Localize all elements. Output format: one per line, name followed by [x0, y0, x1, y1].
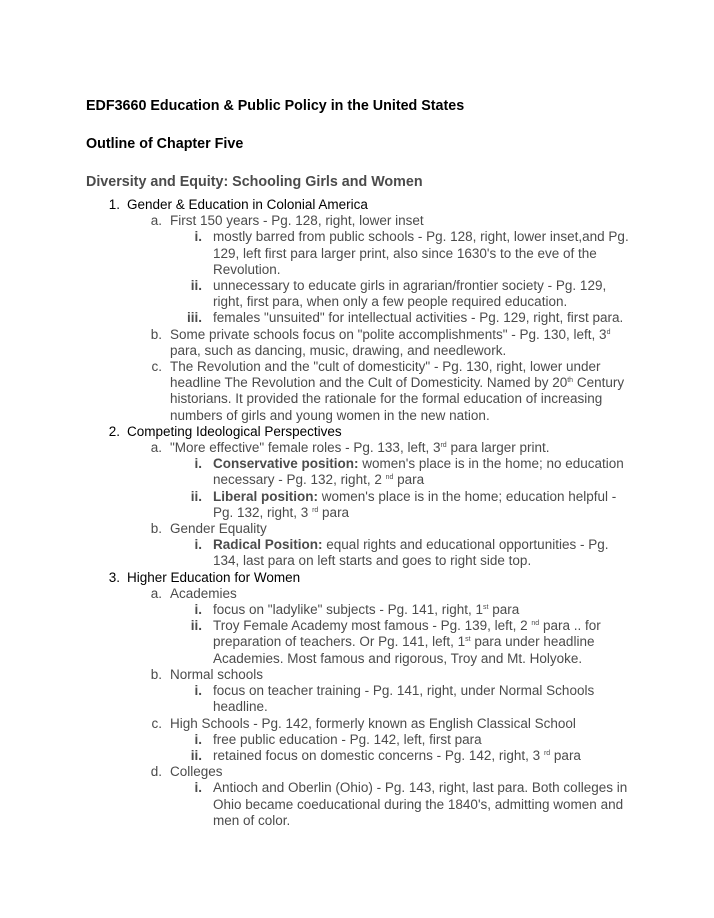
outline-number: 3.	[108, 569, 120, 585]
outline-text-part: focus on "ladylike" subjects - Pg. 141, right, 1	[213, 602, 483, 618]
outline-item-level-2	[0, 764, 632, 780]
outline-text	[213, 537, 608, 568]
outline-text-part: Antioch and Oberlin (Ohio) - Pg. 143, right, last para. Both colleges in Ohio became coeducational during the 1840's, admitting women and men of color.	[213, 780, 628, 828]
outline-number: i.	[194, 780, 202, 796]
outline-text-part: women's place is in the home; no education necessary - Pg. 132, right, 2	[213, 456, 624, 488]
outline-item-level-3	[0, 602, 633, 618]
outline-list	[0, 197, 714, 829]
outline-number: a.	[150, 585, 162, 601]
outline-text	[170, 213, 424, 228]
outline-number: 1.	[108, 197, 120, 212]
outline-text-part: Colleges	[170, 764, 223, 780]
outline-item-level-2	[0, 327, 632, 359]
outline-text	[170, 327, 610, 358]
outline-text-part: para	[488, 602, 520, 618]
outline-text-part: mostly barred from public schools - Pg. 128, right, lower inset,and Pg. 129, left first para larger print, also since 1630's to the eve of the Revolution.	[213, 229, 629, 277]
section-title: Diversity and Equity: Schooling Girls and Women	[86, 174, 423, 190]
outline-number: i.	[194, 537, 202, 553]
outline-text-part: unnecessary to educate girls in agrarian/frontier society - Pg. 129, right, first para, when only a few people required education.	[213, 278, 607, 310]
outline-number: 2.	[108, 423, 120, 439]
outline-text-part: para	[318, 504, 350, 520]
outline-number: a.	[150, 440, 162, 456]
outline-number: b.	[150, 666, 162, 682]
outline-item-level-3	[0, 489, 633, 521]
outline-number: c.	[151, 359, 162, 375]
outline-number: d.	[150, 764, 162, 780]
outline-text-part: Gender & Education in Colonial America	[127, 197, 368, 212]
outline-item-level-3	[0, 732, 633, 748]
outline-text	[127, 424, 342, 439]
outline-text	[170, 359, 624, 423]
outline-item-level-2	[0, 586, 632, 602]
ordinal-suffix: st	[482, 604, 489, 612]
outline-text	[213, 489, 616, 520]
outline-item-level-3	[0, 748, 633, 764]
outline-text	[213, 780, 627, 827]
outline-number: ii.	[190, 488, 202, 504]
outline-item-level-1	[0, 197, 714, 213]
outline-text-part: The Revolution and the "cult of domesticity" - Pg. 130, right, lower under headline The Revolution and the Cult of Domesticity. Named by 20	[170, 359, 601, 391]
outline-number: b.	[150, 521, 162, 537]
outline-item-level-2	[0, 716, 632, 732]
outline-text	[213, 748, 581, 763]
outline-item-level-3	[0, 229, 633, 278]
outline-number: iii.	[186, 310, 202, 326]
outline-item-level-3	[0, 456, 633, 488]
outline-text	[213, 310, 623, 325]
outline-item-level-3	[0, 683, 633, 715]
outline-number: i.	[194, 229, 202, 245]
outline-item-level-2	[0, 213, 632, 229]
outline-text-part: Academies	[170, 585, 237, 601]
outline-text	[213, 278, 606, 309]
outline-text-part: Some private schools focus on "polite accomplishments" - Pg. 130, left, 3	[170, 326, 607, 342]
outline-item-level-3	[0, 618, 633, 667]
outline-number: i.	[194, 602, 202, 618]
outline-text-part: para	[393, 472, 425, 488]
outline-text-part: focus on teacher training - Pg. 141, right, under Normal Schools headline.	[213, 683, 595, 715]
outline-text-part: Competing Ideological Perspectives	[127, 423, 342, 439]
course-title: EDF3660 Education & Public Policy in the United States	[86, 98, 465, 114]
outline-text	[170, 440, 550, 455]
outline-text	[170, 521, 267, 536]
outline-text-part: para	[550, 747, 581, 763]
outline-text-part: Troy Female Academy most famous - Pg. 139, left, 2	[213, 618, 532, 634]
outline-text-part: First 150 years - Pg. 128, right, lower inset	[170, 213, 424, 229]
outline-text	[170, 586, 237, 601]
outline-text	[213, 456, 624, 487]
outline-text	[213, 602, 519, 617]
outline-text	[213, 618, 601, 665]
outline-number: b.	[150, 326, 162, 342]
outline-number: i.	[194, 456, 202, 472]
outline-number: a.	[150, 213, 162, 229]
outline-number: ii.	[190, 278, 202, 294]
outline-text-part: para larger print.	[446, 440, 550, 456]
outline-text-part: females "unsuited" for intellectual activities - Pg. 129, right, first para.	[213, 310, 624, 326]
ordinal-suffix: th	[567, 377, 574, 385]
outline-text-part: equal rights and educational opportunities - Pg. 134, last para on left starts and goes to right side top.	[213, 537, 609, 569]
outline-text	[213, 732, 482, 747]
outline-text	[170, 764, 223, 779]
outline-item-level-2	[0, 440, 632, 456]
outline-item-level-3	[0, 537, 633, 569]
outline-item-level-2	[0, 359, 632, 424]
ordinal-suffix: nd	[385, 474, 394, 482]
outline-text-part: High Schools - Pg. 142, formerly known as English Classical School	[170, 715, 576, 731]
outline-term: Radical Position:	[213, 537, 323, 553]
outline-number: i.	[194, 731, 202, 747]
ordinal-suffix: st	[465, 636, 471, 644]
outline-number: ii.	[190, 747, 202, 763]
outline-text-part: para under headline Academies. Most famous and rigorous, Troy and Mt. Holyoke.	[213, 634, 595, 666]
ordinal-suffix: nd	[531, 620, 540, 628]
outline-text-part: para .. for preparation of teachers. Or Pg. 141, left, 1	[213, 618, 601, 650]
outline-text	[127, 570, 300, 585]
outline-text-part: Century historians. It provided the rationale for the formal education of increasing numbers of girls and young women in the new nation.	[170, 375, 625, 423]
outline-number: i.	[194, 683, 202, 699]
outline-text-part: "More effective" female roles - Pg. 133, left, 3	[170, 440, 441, 456]
outline-number: c.	[151, 715, 162, 731]
outline-item-level-3	[0, 310, 633, 326]
ordinal-suffix: rd	[440, 442, 447, 450]
outline-text	[213, 229, 629, 276]
outline-text	[170, 667, 263, 682]
outline-text	[213, 683, 594, 714]
outline-text-part: retained focus on domestic concerns - Pg. 142, right, 3	[213, 747, 544, 763]
outline-item-level-3	[0, 780, 633, 829]
outline-text-part: Higher Education for Women	[127, 569, 301, 585]
outline-title: Outline of Chapter Five	[86, 136, 244, 152]
outline-text	[170, 716, 576, 731]
ordinal-suffix: rd	[312, 506, 319, 514]
outline-number: ii.	[190, 618, 202, 634]
outline-text-part: women's place is in the home; education helpful - Pg. 132, right, 3	[213, 488, 617, 520]
outline-item-level-1	[0, 570, 714, 586]
ordinal-suffix: rd	[543, 749, 551, 757]
outline-item-level-2	[0, 667, 632, 683]
outline-text-part: free public education - Pg. 142, left, first para	[213, 731, 482, 747]
ordinal-suffix: d	[606, 328, 611, 336]
outline-term: Liberal position:	[213, 488, 319, 504]
outline-item-level-3	[0, 278, 633, 310]
outline-text-part: Normal schools	[170, 666, 264, 682]
outline-text-part: para, such as dancing, music, drawing, and needlework.	[170, 342, 507, 358]
outline-item-level-1	[0, 424, 714, 440]
outline-item-level-2	[0, 521, 632, 537]
outline-text-part: Gender Equality	[170, 521, 267, 537]
outline-text	[127, 197, 368, 212]
outline-term: Conservative position:	[213, 456, 359, 472]
